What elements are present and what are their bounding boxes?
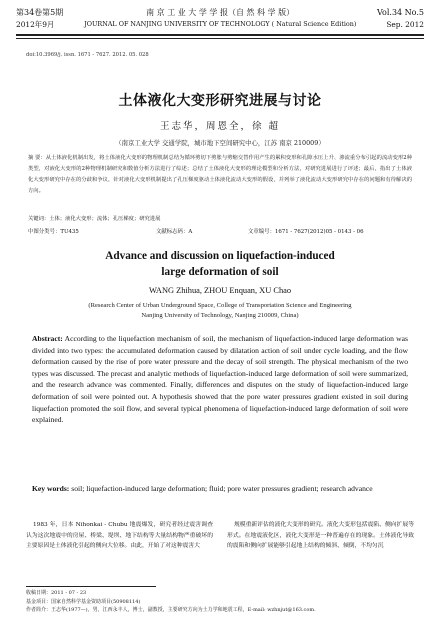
abstract-en	[32, 333, 408, 426]
footnotes	[26, 589, 420, 615]
header-rule-thin	[16, 38, 424, 39]
footnote-rule	[26, 586, 156, 587]
footnote-received: 收稿日期：2011 - 07 - 23	[26, 590, 87, 596]
header-rule-thick	[16, 34, 424, 36]
doi-line: doi:10.3969/j. issn. 1671 - 7627. 2012. 05. 028	[26, 52, 149, 58]
abstract-en-text: According to the liquefaction mechanism of soil, the mechanism of liquefaction-induced large deformation was divided into two types: the accumulated deformation caused by dilatation action of soil under cycle loading, and the flow deformation caused by the rise of pore water pressure and the decay of soil strength. The physical mechanism of the two types was discussed. The precast and analytic methods of liquefaction-induced large deformation of soil were summarized, and the research advance was commented. Finally, differences and disputes on the study of liquefaction-induced large deformation of soil were pointed out. A hypothesis showed that the pore water pressures gradient existed in soil during liquefaction promoted the soil flow, and several typical phenomena of liquefaction-induced large deformation of soil were explained.	[32, 334, 408, 425]
article-number: 文章编号：1671 - 7627(2012)05 - 0143 - 06	[248, 229, 364, 235]
header-journal-en: JOURNAL OF NANJING UNIVERSITY OF TECHNOLOGY ( Natural Science Edition)	[84, 20, 357, 28]
keywords-en-label: Key words:	[32, 484, 70, 493]
running-header	[16, 6, 424, 48]
header-date-cn: 2012年9月	[16, 19, 55, 29]
paper-title-cn: 土体液化大变形研究进展与讨论	[118, 93, 322, 109]
authors-en: WANG Zhihua, ZHOU Enquan, XU Chao	[148, 286, 292, 295]
header-volume-en: Vol.34 No.5	[377, 7, 424, 17]
body-column-right: 规模重新评估的液化大变形的研究。液化大变形包括震陷、侧向扩展等形式。在地震液化区，液化大变形是一种普遍存在的现象。土体液化导致的震陷和侧向扩展能够引起地上结构的倾斜、倾倒，不均匀沉	[227, 522, 414, 549]
footnote-fund: 基金项目：国家自然科学基金资助项目(50908114)	[26, 598, 141, 605]
paper-title-en-line2: large deformation of soil	[161, 266, 279, 278]
header-date-en: Sep. 2012	[386, 19, 424, 29]
paper-title-en	[0, 248, 440, 280]
abstract-en-label: Abstract:	[32, 334, 63, 343]
keywords-cn: 关键词：土体；液化大变形；流体；孔压梯度；研究进展	[28, 216, 161, 222]
keywords-en	[32, 483, 408, 494]
authors-cn: 王志华，周恩全，徐 超	[159, 121, 281, 132]
header-journal-cn: 南 京 工 业 大 学 学 报（自 然 科 学 版）	[146, 7, 295, 17]
affiliation-en-line2: Nanjing University of Technology, Nanjing 210009, China)	[141, 312, 299, 319]
paper-title-en-line1: Advance and discussion on liquefaction-induced	[105, 250, 335, 262]
footnote-author: 作者简介：王志华(1977—)，男，江西永丰人，博士，副教授，主要研究方向为土力学和地震工程，E-mail: wzhnjut@163.com.	[26, 607, 316, 613]
keywords-en-text: soil; liquefaction-induced large deformation; fluid; pore water pressures gradient; research advance	[71, 484, 373, 493]
header-volume-cn: 第34卷第5期	[16, 7, 64, 17]
clc-number: 中图分类号：TU435	[28, 229, 79, 235]
body-column-left: 1983 年，日本 Nihonkai - Chubu 地震爆发，研究者经过震害调查认为这次地震中的房屋、桥梁、堤坝、地下结构等大量结构物严重破坏的主要原因是土体液化引起的侧向大位移。由此，开始了对这种震害大	[26, 522, 213, 549]
affiliation-en-line1: (Research Center of Urban Underground Space, College of Transportation Science and Engineering	[88, 302, 352, 309]
affiliation-en	[0, 301, 440, 321]
body-text	[26, 520, 414, 584]
classification-row	[28, 227, 412, 235]
abstract-cn: 摘 要：从土体液化机制出发，将土体液化大变形的物理机制总结为循环剪切下剪胀与剪缩交替作用产生的累积变形和孔隙水压上升、渗流重分布引起的流动变形2种类型，对液化大变形的2种物理机制研究和数值分析方法进行了综述；总结了土体液化大变形的理论模型和分析方法，对研究进展进行了评述；最后，指出了土体液化大变形研究中存在的分歧和争议，针对液化大变形机制提出了孔压梯度驱动土体液化流动大变形的假设，并列举了液化流动大变形研究中存在的问题和有待解决的方向。	[28, 155, 412, 194]
affiliation-cn: （南京工业大学 交通学院，城市地下空间研究中心，江苏 南京 210009）	[115, 139, 325, 147]
document-code: 文献标志码：A	[156, 229, 193, 235]
